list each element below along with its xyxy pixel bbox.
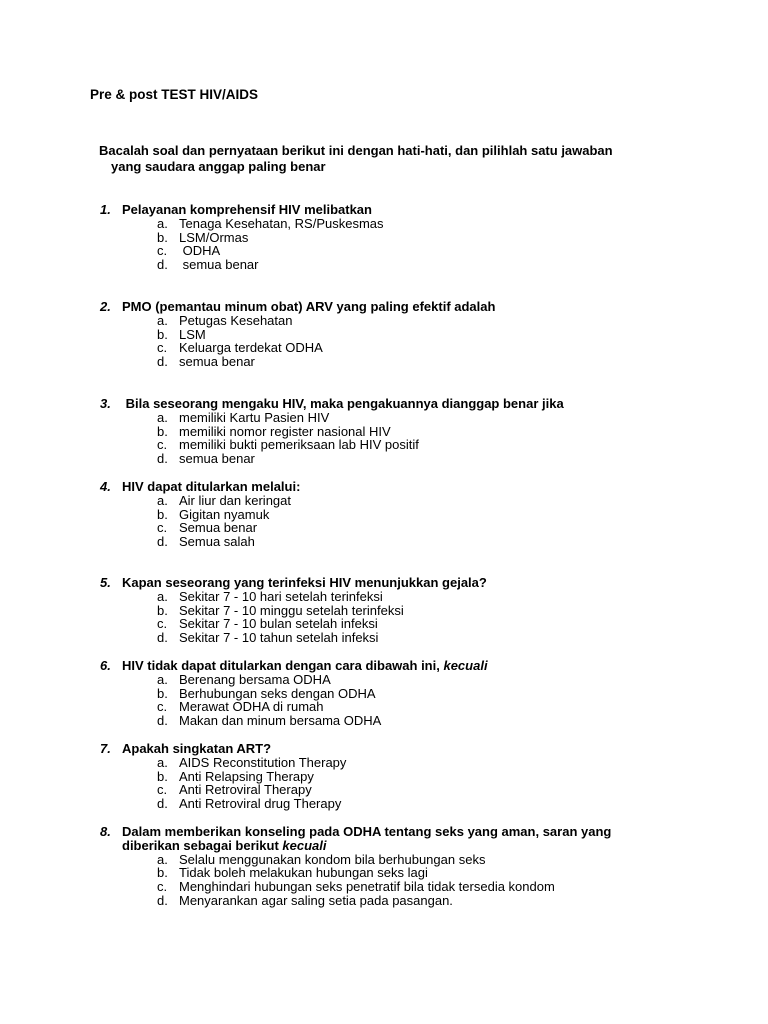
option-a[interactable]: a. Berenang bersama ODHA [157, 671, 331, 687]
question-stem [100, 203, 660, 217]
question-text: Kapan seseorang yang terinfeksi HIV menunjukkan gejala? [122, 575, 487, 590]
option-b[interactable]: b. LSM/Ormas [157, 229, 249, 245]
options-list [100, 314, 660, 369]
options-list [100, 673, 660, 728]
question-text: HIV tidak dapat ditularkan dengan cara dibawah ini, kecuali [122, 658, 488, 673]
option-b[interactable]: b. Gigitan nyamuk [157, 506, 270, 522]
question-text: HIV dapat ditularkan melalui: [122, 479, 301, 494]
question-7 [100, 742, 660, 811]
options-list [100, 756, 660, 811]
options-list [100, 590, 660, 645]
question-stem [100, 480, 660, 494]
option-a[interactable]: a. Sekitar 7 - 10 hari setelah terinfeksi [157, 588, 383, 604]
document-title: Pre & post TEST HIV/AIDS [90, 87, 259, 102]
option-d[interactable]: d. Menyarankan agar saling setia pada pasangan. [157, 892, 453, 908]
question-number: 6. [100, 658, 111, 673]
question-text: PMO (pemantau minum obat) ARV yang paling efektif adalah [122, 299, 496, 314]
question-stem [100, 659, 660, 673]
options-list [100, 853, 680, 908]
instruction-line-1: Bacalah soal dan pernyataan berikut ini dengan hati-hati, dan pilihlah satu jawaban [99, 143, 613, 158]
question-stem [100, 825, 680, 853]
question-stem [100, 300, 660, 314]
option-c[interactable]: c. memiliki bukti pemeriksaan lab HIV positif [157, 437, 419, 453]
option-b[interactable]: b. LSM [157, 326, 206, 342]
option-c[interactable]: c. Menghindari hubungan seks penetratif bila tidak tersedia kondom [157, 879, 555, 895]
option-a[interactable]: a. Petugas Kesehatan [157, 312, 293, 328]
option-a[interactable]: a. Selalu menggunakan kondom bila berhubungan seks [157, 851, 486, 867]
option-d[interactable]: d. Anti Retroviral drug Therapy [157, 796, 342, 812]
option-d[interactable]: d. semua benar [157, 451, 255, 467]
option-c[interactable]: c. Anti Retroviral Therapy [157, 782, 312, 798]
option-d[interactable]: d. Makan dan minum bersama ODHA [157, 713, 382, 729]
question-stem [100, 576, 660, 590]
question-text: Pelayanan komprehensif HIV melibatkan [122, 202, 372, 217]
question-number: 3. [100, 396, 111, 411]
option-c[interactable]: c. Sekitar 7 - 10 bulan setelah infeksi [157, 616, 378, 632]
option-d[interactable]: d. semua benar [157, 354, 255, 370]
question-number: 1. [100, 202, 111, 217]
question-stem [100, 742, 660, 756]
question-5 [100, 576, 660, 645]
question-stem [100, 397, 660, 411]
option-d[interactable]: d. Semua salah [157, 534, 255, 550]
option-d[interactable]: d. Sekitar 7 - 10 tahun setelah infeksi [157, 630, 379, 646]
option-d[interactable]: d. semua benar [157, 257, 259, 273]
question-number: 8. [100, 824, 111, 839]
option-a[interactable]: a. Tenaga Kesehatan, RS/Puskesmas [157, 215, 384, 231]
option-c[interactable]: c. Merawat ODHA di rumah [157, 699, 324, 715]
question-text: Bila seseorang mengaku HIV, maka pengakuannya dianggap benar jika [122, 396, 564, 411]
option-b[interactable]: b. Sekitar 7 - 10 minggu setelah terinfeksi [157, 602, 404, 618]
question-3 [100, 397, 660, 466]
options-list [100, 494, 660, 549]
option-b[interactable]: b. Berhubungan seks dengan ODHA [157, 685, 376, 701]
question-2 [100, 300, 660, 369]
question-text: Apakah singkatan ART? [122, 741, 272, 756]
instruction-text [99, 143, 679, 175]
instruction-line-2: yang saudara anggap paling benar [111, 159, 326, 174]
question-8 [100, 825, 680, 908]
option-c[interactable]: c. Keluarga terdekat ODHA [157, 340, 323, 356]
question-number: 4. [100, 479, 111, 494]
question-1 [100, 203, 660, 272]
option-b[interactable]: b. Anti Relapsing Therapy [157, 768, 314, 784]
question-number: 5. [100, 575, 111, 590]
option-a[interactable]: a. AIDS Reconstitution Therapy [157, 754, 347, 770]
question-number: 7. [100, 741, 111, 756]
question-6 [100, 659, 660, 728]
question-number: 2. [100, 299, 111, 314]
option-b[interactable]: b. memiliki nomor register nasional HIV [157, 423, 391, 439]
options-list [100, 217, 660, 272]
option-a[interactable]: a. memiliki Kartu Pasien HIV [157, 409, 330, 425]
option-b[interactable]: b. Tidak boleh melakukan hubungan seks lagi [157, 865, 428, 881]
emphasis-text: kecuali [282, 837, 327, 853]
question-text: Dalam memberikan konseling pada ODHA tentang seks yang aman, saran yang diberikan sebagai berikut kecuali [122, 824, 612, 853]
emphasis-text: kecuali [443, 658, 488, 673]
option-a[interactable]: a. Air liur dan keringat [157, 492, 291, 508]
option-c[interactable]: c. ODHA [157, 243, 221, 259]
question-4 [100, 480, 660, 549]
options-list [100, 411, 660, 466]
option-c[interactable]: c. Semua benar [157, 520, 258, 536]
